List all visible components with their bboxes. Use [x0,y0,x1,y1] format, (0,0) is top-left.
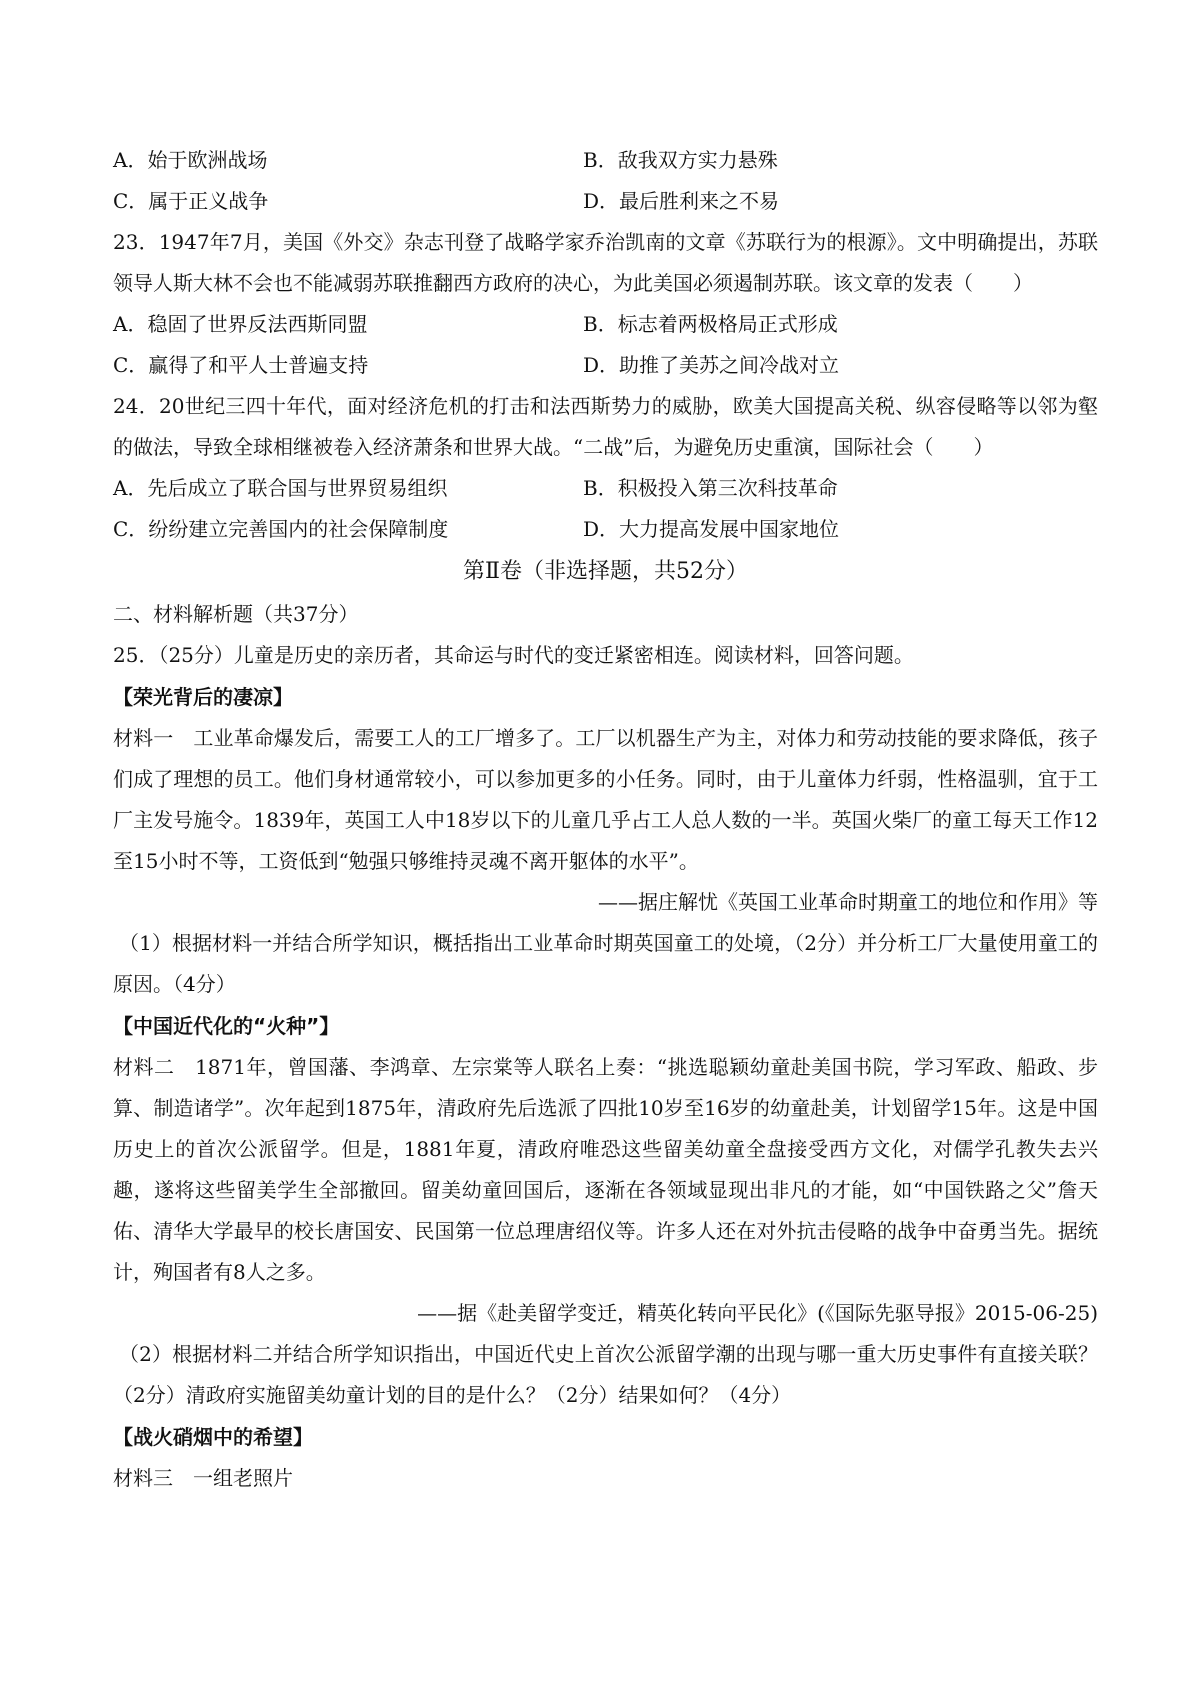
section2-title: 二、材料解析题（共37分） [113,602,359,626]
q25-heading-3: 【战火硝烟中的希望】 [113,1425,313,1449]
q25-material-2: 材料二 1871年，曾国藩、李鸿章、左宗棠等人联名上奏：“挑选聪颖幼童赴美国书院，学习军政、船政、步算、制造诸学”。次年起到1875年，清政府先后选派了四批10岁至16岁的幼童赴美，计划留学15年。这是中国历史上的首次公派留学。但是，1881年夏，清政府唯恐这些留美幼童全盘接受西方文化，对儒学孔教失去兴趣，遂将这些留美学生全部撤回。留美幼童回国后，逐渐在各领域显现出非凡的才能，如“中国铁路之父”詹天佑、清华大学最早的校长唐国安、民国第一位总理唐绍仪等。许多人还在对外抗击侵略的战争中奋勇当先。据统计，殉国者有8人之多。 [113,1055,1098,1284]
q24-option-b: B．积极投入第三次科技革命 [583,476,838,500]
q23-options-row-1 [113,304,1098,345]
q25-subquestion-1: （1）根据材料一并结合所学知识，概括指出工业革命时期英国童工的处境，（2分）并分析工厂大量使用童工的原因。（4分） [113,931,1098,996]
q24-option-a: A．先后成立了联合国与世界贸易组织 [113,476,448,500]
q25-stem: 25．（25分）儿童是历史的亲历者，其命运与时代的变迁紧密相连。阅读材料，回答问题。 [113,643,914,667]
q23-stem: 23．1947年7月，美国《外交》杂志刊登了战略学家乔治凯南的文章《苏联行为的根源》。文中明确提出，苏联领导人斯大林不会也不能减弱苏联推翻西方政府的决心，为此美国必须遏制苏联。该文章的发表（ ） [113,230,1098,295]
q22-option-a: A．始于欧洲战场 [113,148,268,172]
q23-option-a: A．稳固了世界反法西斯同盟 [113,312,368,336]
q22-option-b: B．敌我双方实力悬殊 [583,148,778,172]
part2-title: 第Ⅱ卷（非选择题，共52分） [463,559,748,584]
q22-options-row-2 [113,181,1098,222]
q24-option-c: C．纷纷建立完善国内的社会保障制度 [113,517,449,541]
q25-heading-2: 【中国近代化的“火种”】 [113,1014,340,1038]
q23-option-d: D．助推了美苏之间冷战对立 [583,353,840,377]
exam-page [113,140,1098,1499]
q23-option-b: B．标志着两极格局正式形成 [583,312,838,336]
q23-option-c: C．赢得了和平人士普遍支持 [113,353,369,377]
q24-option-d: D．大力提高发展中国家地位 [583,517,840,541]
q24-options-row-1 [113,468,1098,509]
q25-source-2: ——据《赴美留学变迁，精英化转向平民化》(《国际先驱导报》2015-06-25) [417,1301,1098,1325]
q25-heading-1: 【荣光背后的凄凉】 [113,685,293,709]
q23-options-row-2 [113,345,1098,386]
q25-source-1: ——据庄解忧《英国工业革命时期童工的地位和作用》等 [598,890,1098,914]
q25-material-1: 材料一 工业革命爆发后，需要工人的工厂增多了。工厂以机器生产为主，对体力和劳动技能的要求降低，孩子们成了理想的员工。他们身材通常较小，可以参加更多的小任务。同时，由于儿童体力纤弱，性格温驯，宜于工厂主发号施令。1839年，英国工人中18岁以下的儿童几乎占工人总人数的一半。英国火柴厂的童工每天工作12至15小时不等，工资低到“勉强只够维持灵魂不离开躯体的水平”。 [113,726,1098,873]
q25-subquestion-2: （2）根据材料二并结合所学知识指出，中国近代史上首次公派留学潮的出现与哪一重大历史事件有直接关联？（2分）清政府实施留美幼童计划的目的是什么？（2分）结果如何？（4分） [113,1342,1098,1407]
q25-material-3: 材料三 一组老照片 [113,1466,293,1490]
q22-option-d: D．最后胜利来之不易 [583,189,780,213]
q22-options-row-1 [113,140,1098,181]
q22-option-c: C．属于正义战争 [113,189,269,213]
q24-stem: 24．20世纪三四十年代，面对经济危机的打击和法西斯势力的威胁，欧美大国提高关税、纵容侵略等以邻为壑的做法，导致全球相继被卷入经济萧条和世界大战。“二战”后，为避免历史重演，国际社会（ ） [113,394,1098,459]
q24-options-row-2 [113,509,1098,550]
